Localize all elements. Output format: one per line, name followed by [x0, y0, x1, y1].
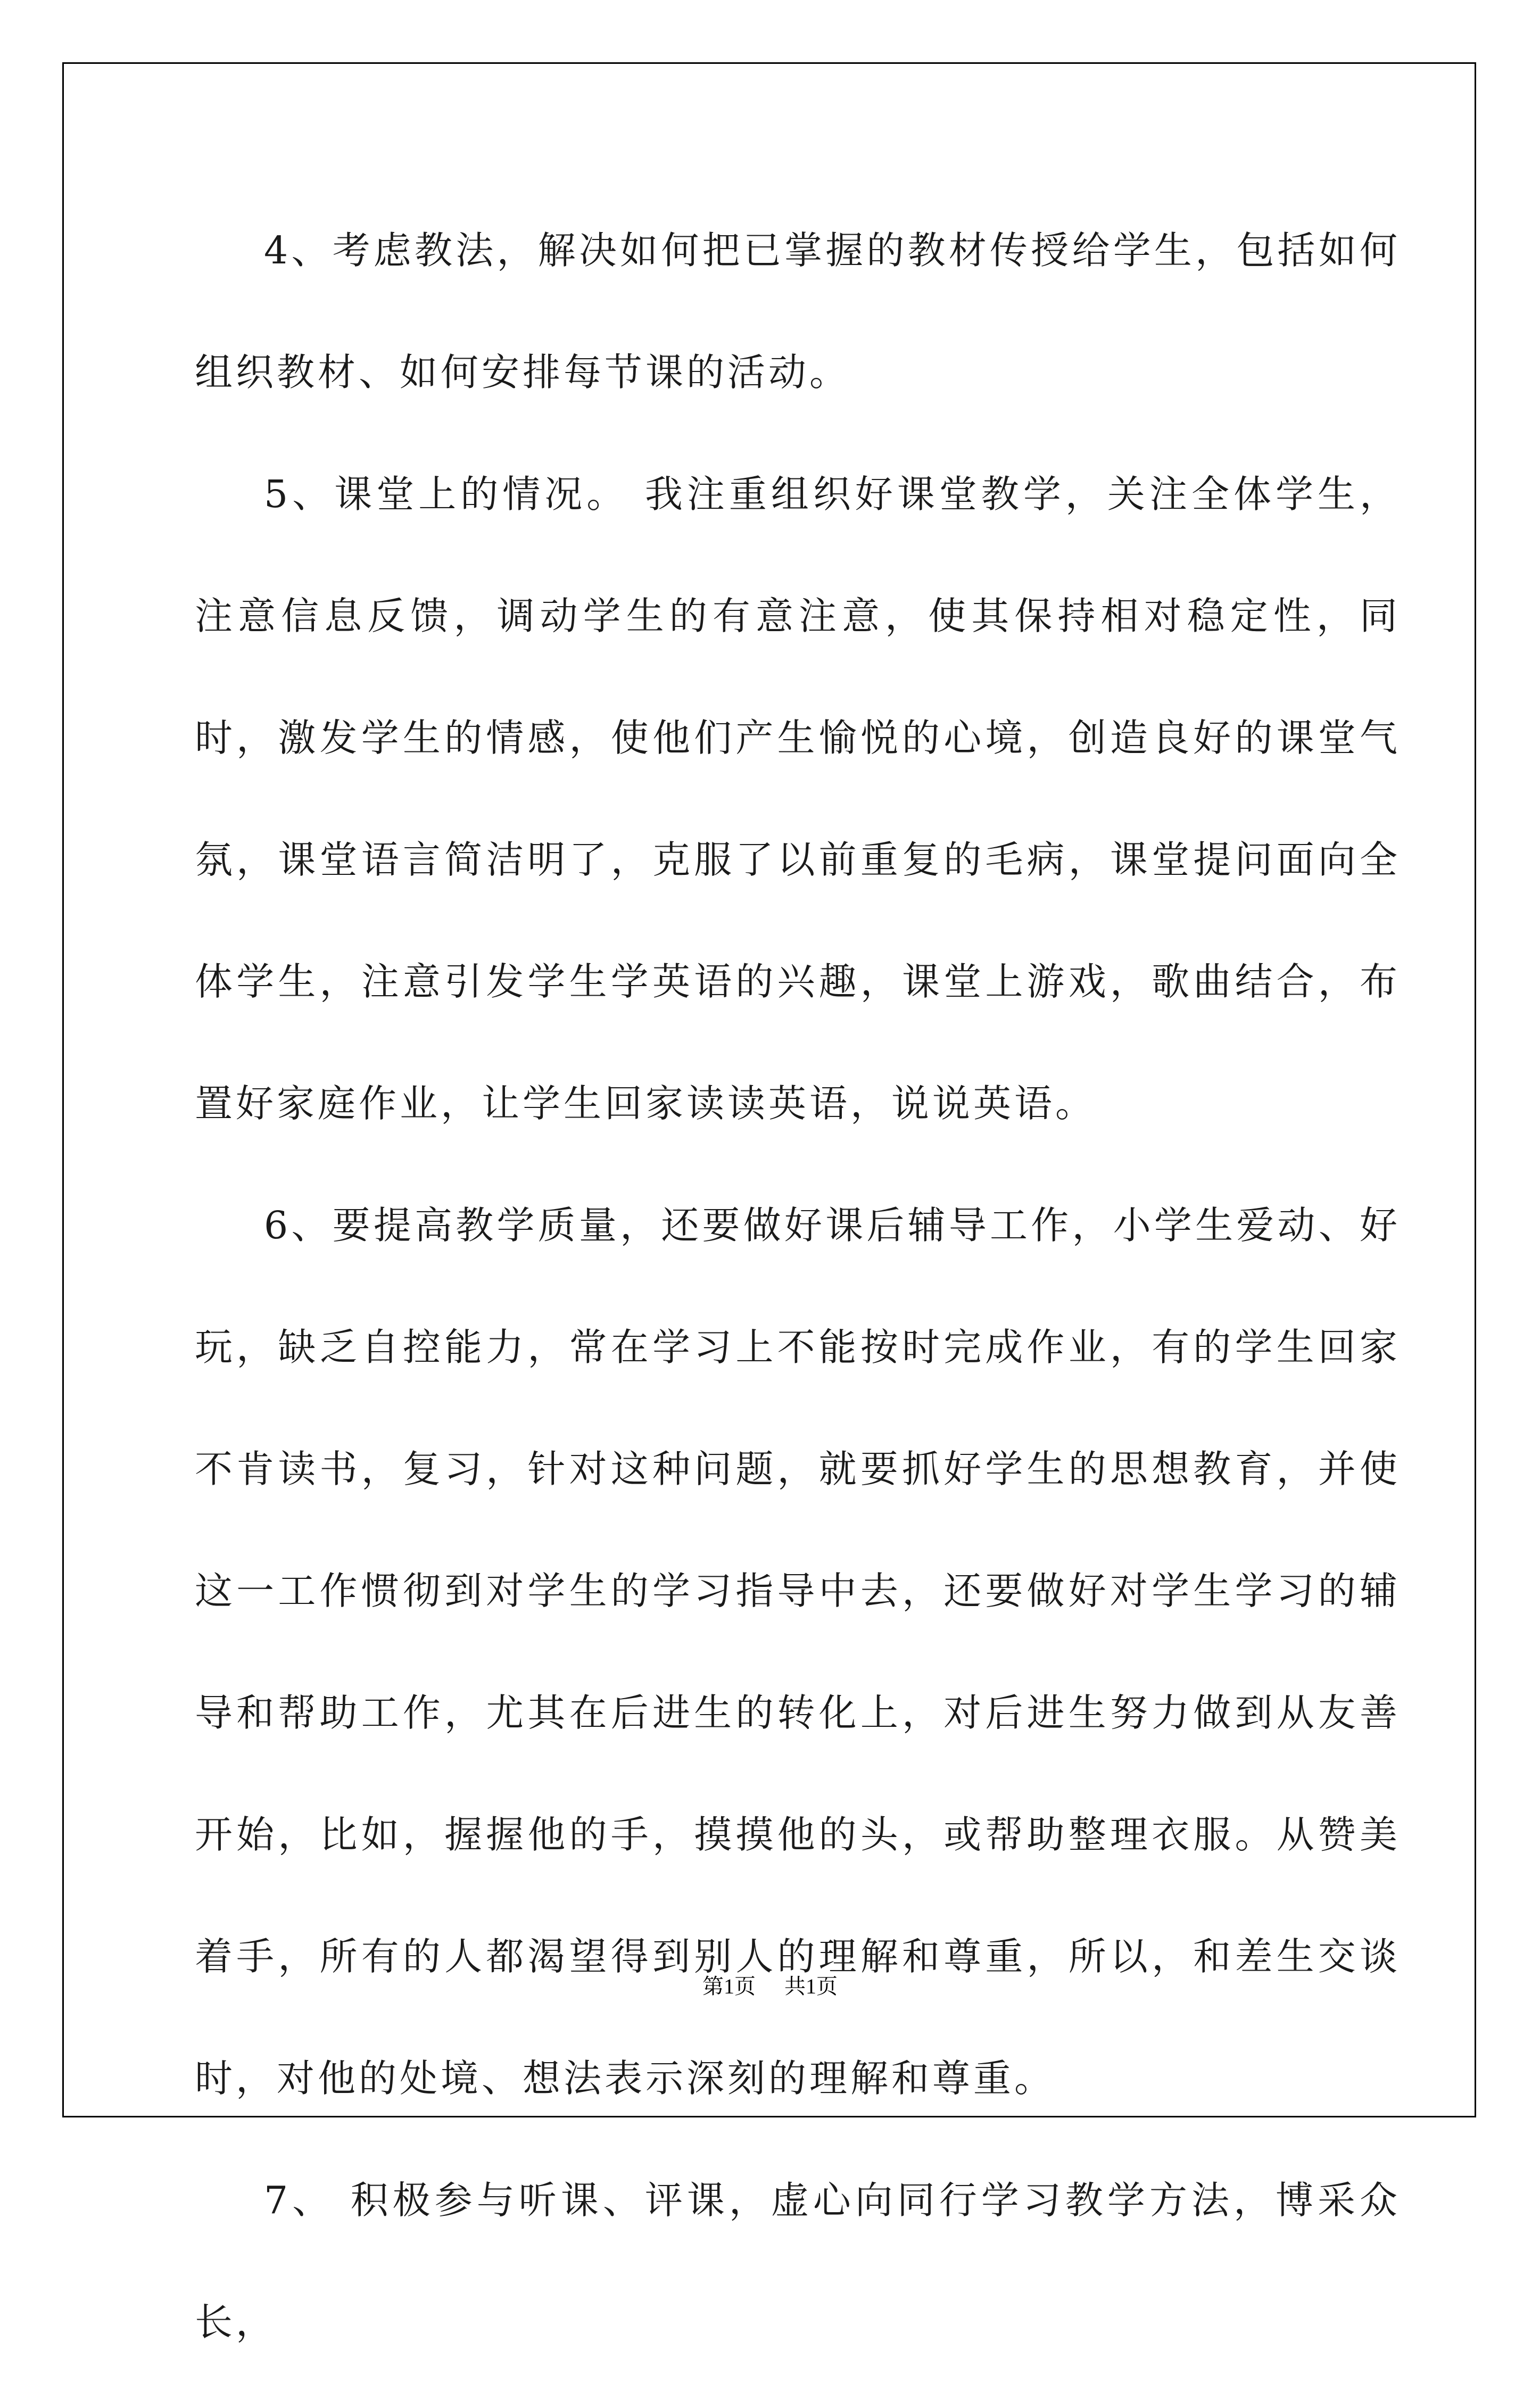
page-number-current: 第1页	[702, 1974, 756, 1998]
paragraph-7: 7、 积极参与听课、评课，虚心向同行学习教学方法，博采众长，	[195, 2178, 1401, 2344]
document-body	[195, 189, 1401, 2383]
paragraph-5: 5、课堂上的情况。 我注重组织好课堂教学，关注全体学生，注意信息反馈，调动学生的有意注意，使其保持相对稳定性，同时，激发学生的情感，使他们产生愉悦的心境，创造良好的课堂气氛，课堂语言简洁明了，克服了以前重复的毛病，课堂提问面向全体学生，注意引发学生学英语的兴趣，课堂上游戏，歌曲结合，布置好家庭作业，让学生回家读读英语，说说英语。	[195, 472, 1401, 1126]
page-footer	[0, 1970, 1540, 2000]
page-number-total: 共1页	[784, 1974, 838, 1998]
paragraph-6: 6、要提高教学质量，还要做好课后辅导工作，小学生爱动、好玩，缺乏自控能力，常在学习上不能按时完成作业，有的学生回家不肯读书，复习，针对这种问题，就要抓好学生的思想教育，并使这一工作惯彻到对学生的学习指导中去，还要做好对学生学习的辅导和帮助工作，尤其在后进生的转化上，对后进生努力做到从友善开始，比如，握握他的手，摸摸他的头，或帮助整理衣服。从赞美着手，所有的人都渴望得到别人的理解和尊重，所以，和差生交谈时，对他的处境、想法表示深刻的理解和尊重。	[195, 1203, 1401, 2100]
paragraph-4: 4、考虑教法，解决如何把已掌握的教材传授给学生，包括如何组织教材、如何安排每节课的活动。	[195, 228, 1401, 394]
